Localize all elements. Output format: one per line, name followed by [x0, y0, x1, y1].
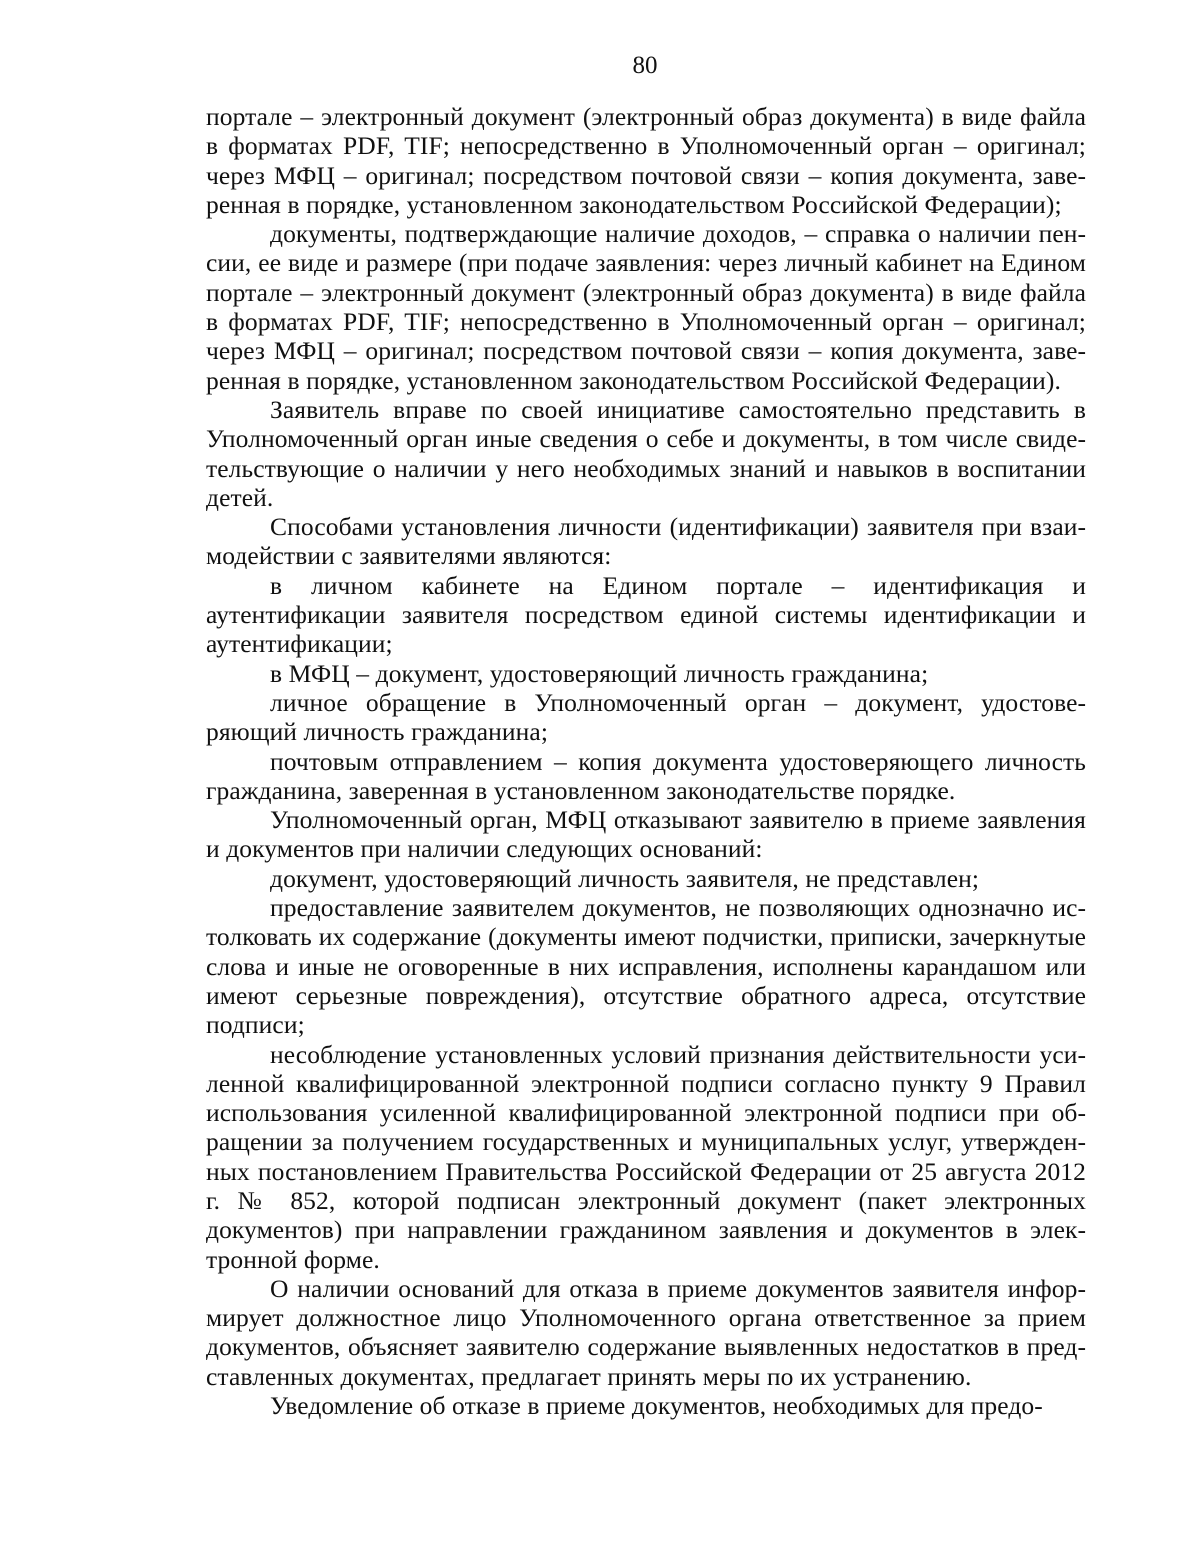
paragraph: Уведомление об отказе в приеме документов, необходимых для предо-	[270, 1391, 1043, 1421]
body-text	[206, 102, 1086, 1420]
paragraph: предоставление заявителем документов, не позволяющих однозначно истолковать их содержание (документы имеют подчистки, приписки, зачеркнутые слова и иные не оговоренные в них исправления, исполнены карандашом или имеют серьезные повреждения), отсутствие обратного адреса, отсутствие подписи;	[206, 893, 1086, 1040]
paragraph: почтовым отправлением – копия документа удостоверяющего личность гражданина, заверенная в установленном законодательстве порядке.	[206, 746, 1086, 805]
paragraph: документ, удостоверяющий личность заявителя, не представлен;	[270, 863, 980, 893]
paragraph: Заявитель вправе по своей инициативе самостоятельно представить в Уполномоченный орган иные сведения о себе и документы, в том числе свидетельствующие о наличии у него необходимых знаний и навыков в воспитании детей.	[206, 394, 1086, 512]
paragraph: Уполномоченный орган, МФЦ отказывают заявителю в приеме заявления и документов при наличии следующих оснований:	[206, 805, 1086, 864]
paragraph: портале – электронный документ (электронный образ документа) в виде файла в форматах PDF, TIF; непосредственно в Уполномоченный орган – оригинал; через МФЦ – оригинал; посредством почтовой связи – копия документа, заверенная в порядке, установленном законодательством Российской Федерации);	[206, 102, 1086, 219]
paragraph: личное обращение в Уполномоченный орган – документ, удостоверяющий личность гражданина;	[206, 687, 1086, 747]
paragraph: О наличии оснований для отказа в приеме документов заявителя информирует должностное лицо Уполномоченного органа ответственное за прием документов, объясняет заявителю содержание выявленных недостатков в представленных документах, предлагает принять меры по их устранению.	[206, 1273, 1086, 1391]
paragraph: Способами установления личности (идентификации) заявителя при взаимодействии с заявителями являются:	[206, 512, 1086, 571]
paragraph: в личном кабинете на Едином портале – идентификация и аутентификации заявителя посредством единой системы идентификации и аутентификации;	[206, 570, 1086, 659]
page-number: 80	[632, 52, 658, 79]
paragraph: документы, подтверждающие наличие доходов, – справка о наличии пенсии, ее виде и размере (при подаче заявления: через личный кабинет на Едином портале – электронный документ (электронный образ документа) в виде файла в форматах PDF, TIF; непосредственно в Уполномоченный орган – оригинал; через МФЦ – оригинал; посредством почтовой связи – копия документа, заверенная в порядке, установленном законодательством Российской Федерации).	[206, 219, 1086, 395]
paragraph: несоблюдение установленных условий признания действительности усиленной квалифицированной электронной подписи согласно пункту 9 Правил использования усиленной квалифицированной электронной подписи при обращении за получением государственных и муниципальных услуг, утвержденных постановлением Правительства Российской Федерации от 25 августа 2012 г. № 852, которой подписан электронный документ (пакет электронных документов) при направлении гражданином заявления и документов в электронной форме.	[206, 1039, 1086, 1274]
paragraph: в МФЦ – документ, удостоверяющий личность гражданина;	[270, 658, 929, 688]
